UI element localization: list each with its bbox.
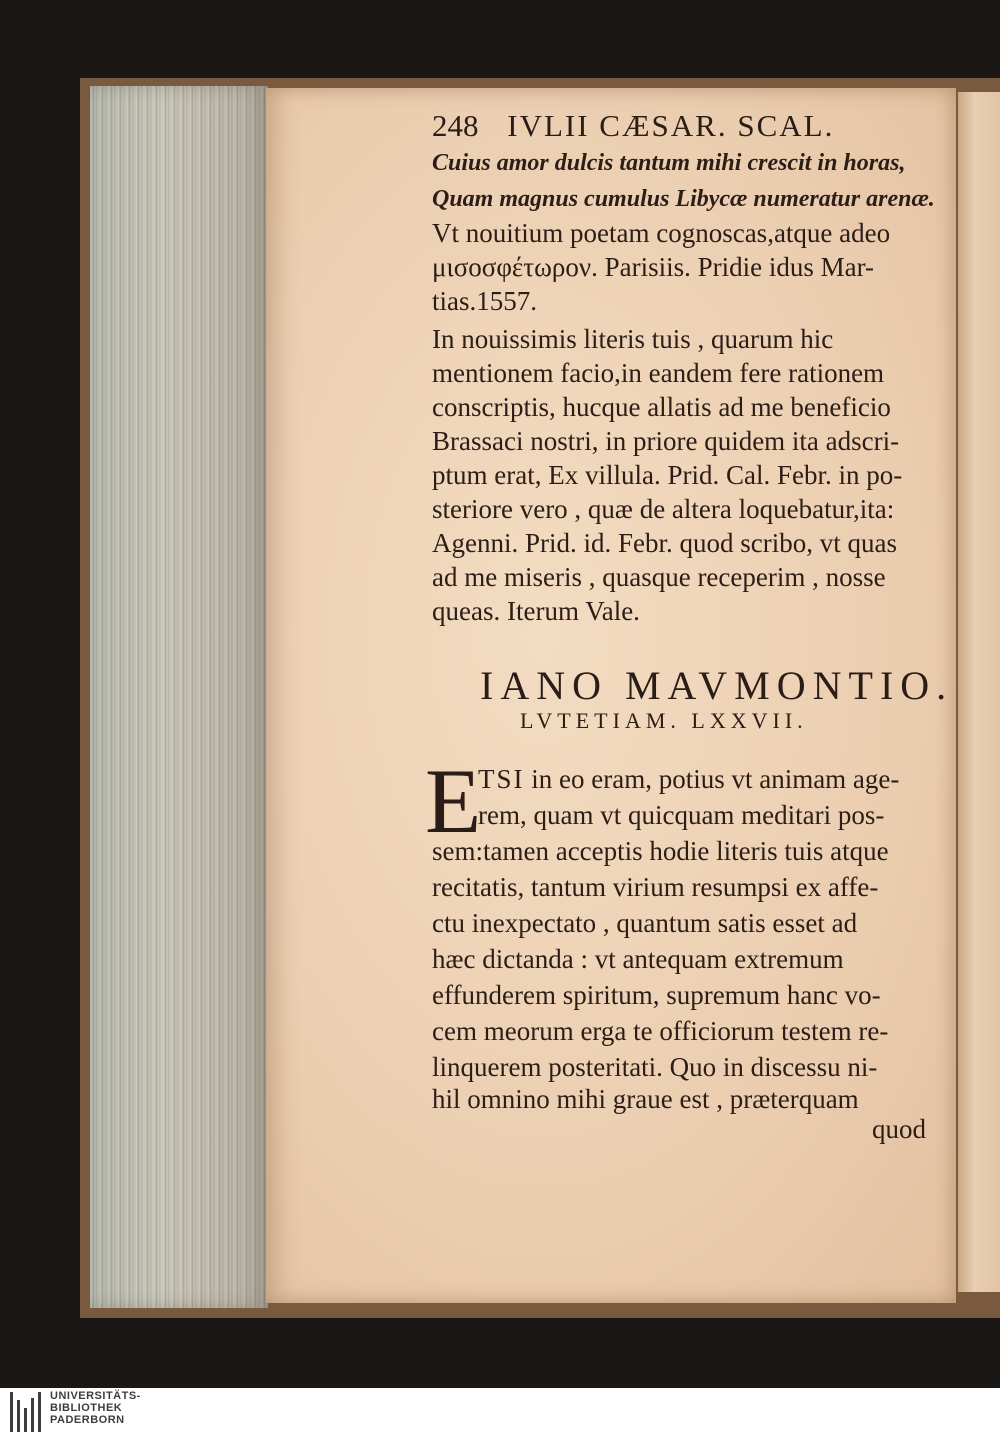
text-line: Brassaci nostri, in priore quidem ita adscri- [432,426,900,456]
running-header [432,108,834,144]
text-line: rem, quam vt quicquam meditari pos- [478,800,885,830]
text-line: cem meorum erga te officiorum testem re- [432,1016,889,1046]
library-name-line: UNIVERSITÄTS- [50,1390,141,1402]
verse-line: Quam magnus cumulus Libycæ numeratur arenæ. [432,186,935,212]
page-edges [90,86,268,1308]
verse-line: Cuius amor dulcis tantum mihi crescit in horas, [432,150,906,176]
text-line: hæc dictanda : vt antequam extremum [432,944,844,974]
text-line: Agenni. Prid. id. Febr. quod scribo, vt quas [432,528,897,558]
catchword: quod [872,1114,926,1144]
library-name-line: PADERBORN [50,1414,125,1426]
facing-page-edge [958,92,1000,1292]
text-line: effunderem spiritum, supremum hanc vo- [432,980,881,1010]
text-line: recitatis, tantum virium resumpsi ex affe- [432,872,879,902]
text-line: ad me miseris , quasque receperim , nosse [432,562,886,592]
page-number: 248 [432,108,479,143]
library-logo-icon [8,1392,44,1432]
first-word-rest: TSI [478,764,525,794]
date-line: tias.1557. [432,286,537,316]
text-line: Vt nouitium poetam cognoscas,atque adeo [432,218,891,248]
text-line: steriore vero , quæ de altera loquebatur,ita: [432,494,895,524]
letter-recipient-heading: IANO MAVMONTIO. [480,663,954,708]
text-line: μισοσφέτωρον. Parisiis. Pridie idus Mar- [432,252,875,282]
closing-line: queas. Iterum Vale. [432,596,640,626]
drop-cap: E [425,750,482,852]
text-line: ctu inexpectato , quantum satis esset ad [432,908,858,938]
letter-destination-heading: LVTETIAM. LXXVII. [520,708,808,733]
text-line: In nouissimis literis tuis , quarum hic [432,324,834,354]
library-footer [0,1388,1000,1437]
text-line: mentionem facio,in eandem fere rationem [432,358,885,388]
text-line: conscriptis, hucque allatis ad me beneficio [432,392,891,422]
text-line: linquerem posteritati. Quo in discessu ni- [432,1052,878,1082]
running-title: IVLII CÆSAR. SCAL. [507,108,835,143]
library-name [50,1390,141,1426]
first-line-text: in eo eram, potius vt animam age- [531,764,900,794]
text-line [478,762,899,796]
text-line: hil omnino mihi graue est , præterquam [432,1084,859,1114]
text-line: sem:tamen acceptis hodie literis tuis atque [432,836,889,866]
library-name-line: BIBLIOTHEK [50,1402,123,1414]
text-line: ptum erat, Ex villula. Prid. Cal. Febr. in po- [432,460,903,490]
